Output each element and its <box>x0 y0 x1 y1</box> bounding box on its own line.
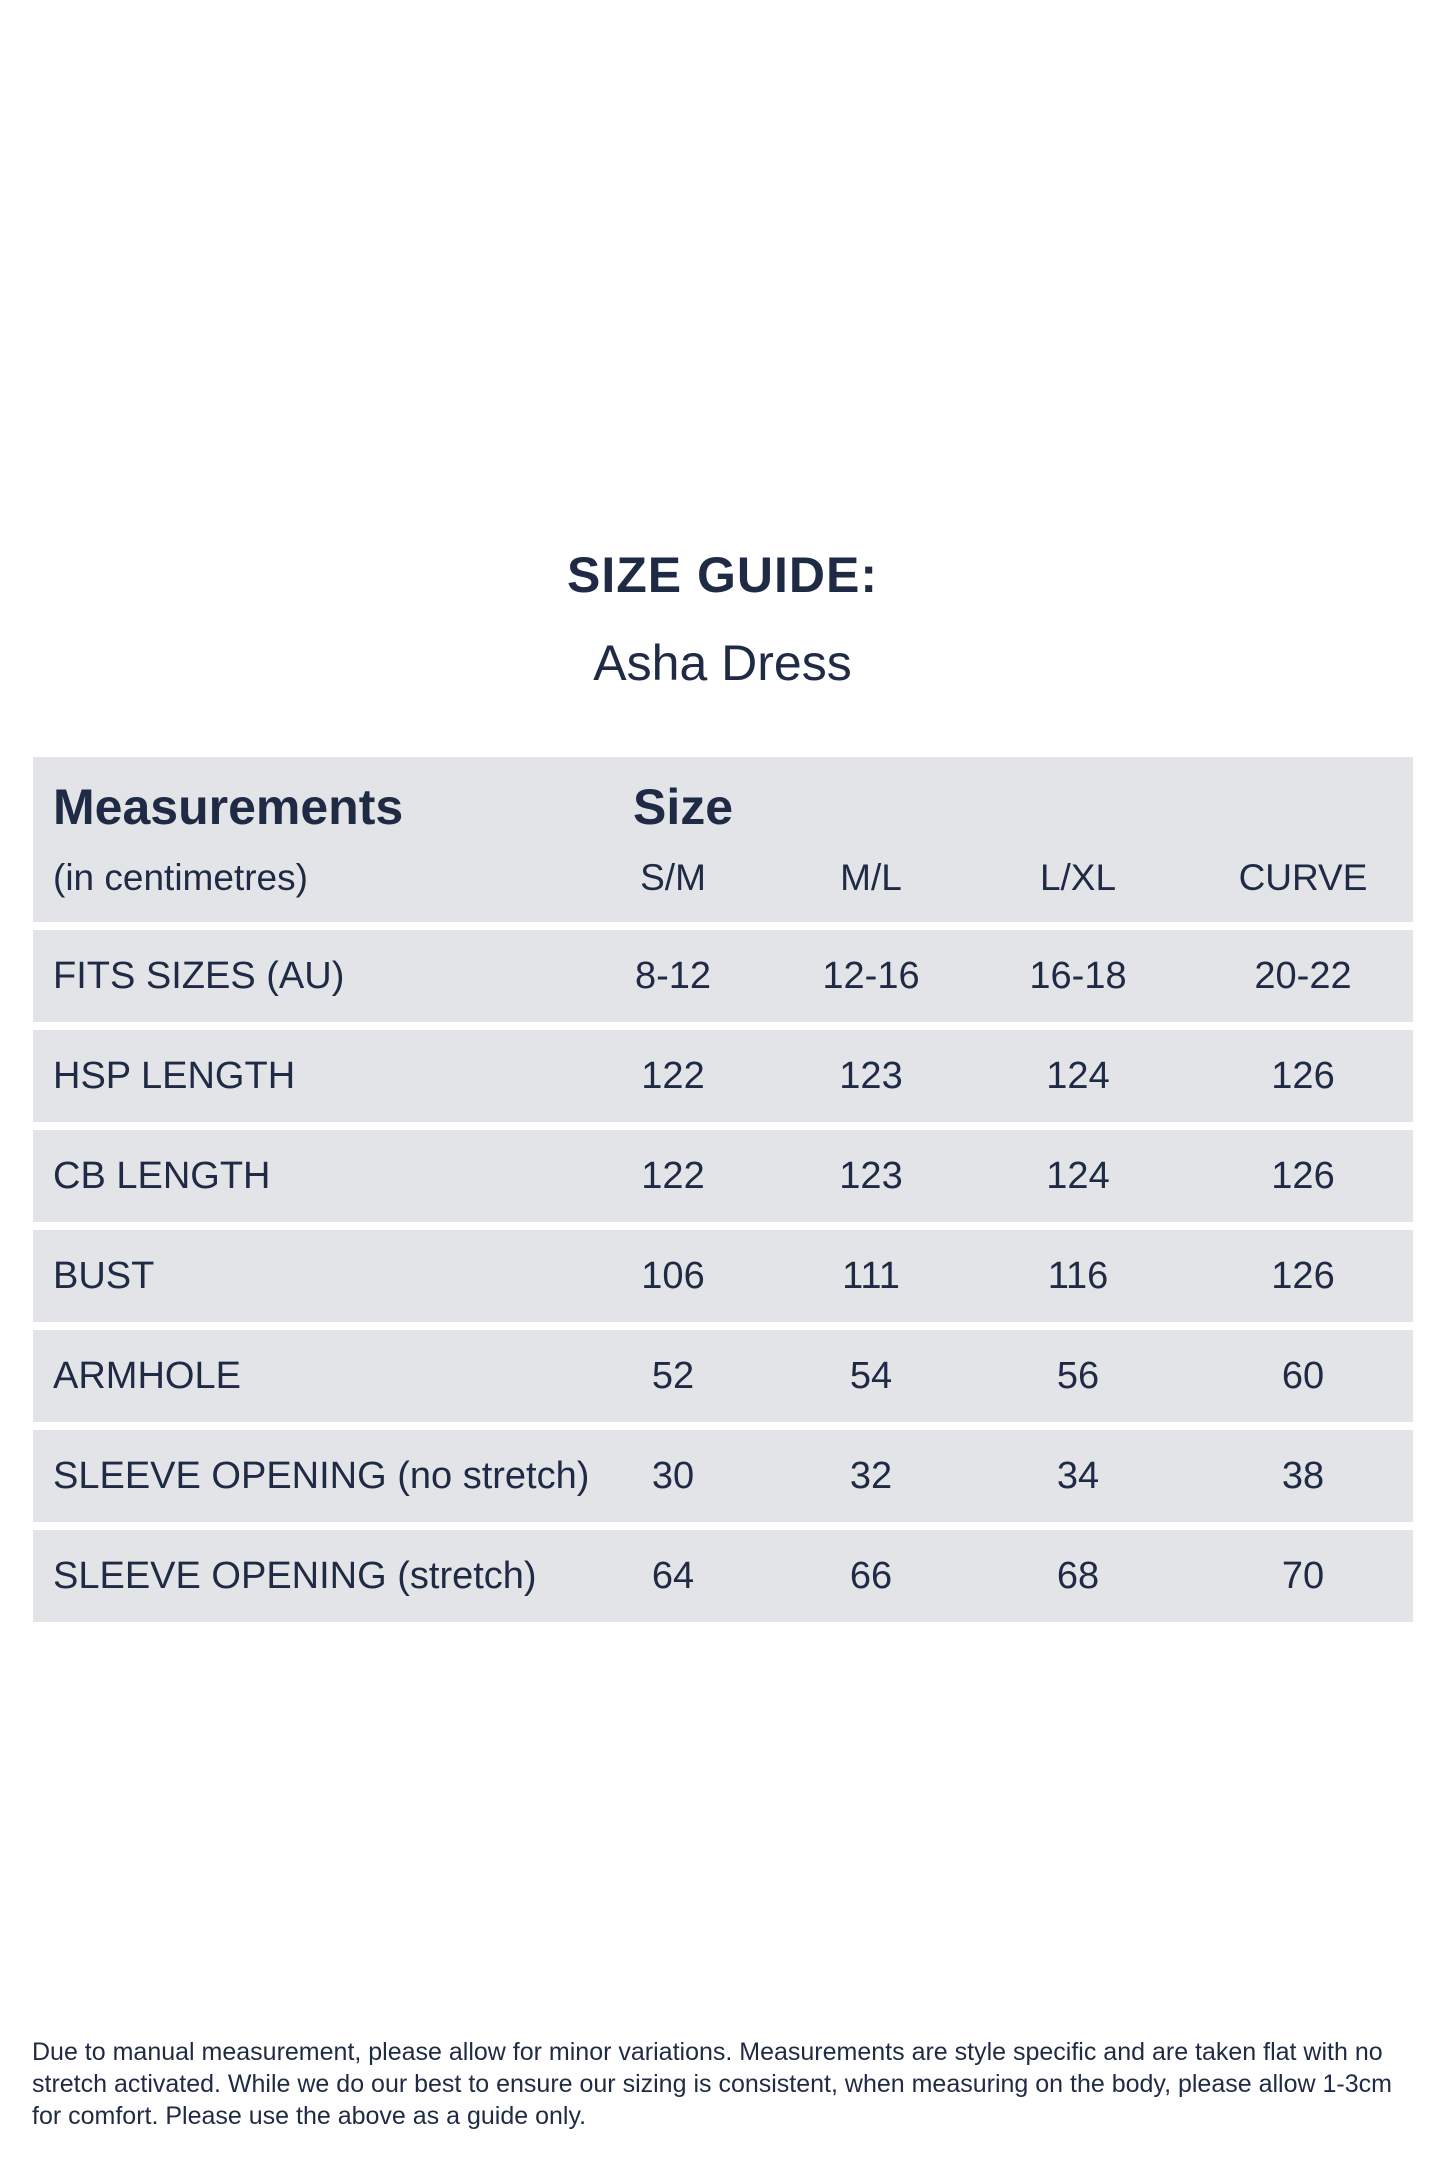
table-cell: 111 <box>842 1255 900 1297</box>
table-cell: 38 <box>1281 1455 1325 1497</box>
page-title: SIZE GUIDE: <box>566 547 879 603</box>
table-cell: 64 <box>651 1555 695 1597</box>
table-cell: 34 <box>1056 1455 1100 1497</box>
size-table <box>33 757 1413 1630</box>
table-cell: 123 <box>839 1155 903 1197</box>
row-label-main: CB LENGTH <box>53 1155 271 1197</box>
table-cell: 122 <box>641 1155 705 1197</box>
row-label <box>53 1230 154 1322</box>
table-row <box>33 1330 1413 1422</box>
table-row <box>33 1030 1413 1122</box>
table-cell: 54 <box>849 1355 893 1397</box>
table-cell: 124 <box>1046 1155 1110 1197</box>
column-header-sm: S/M <box>640 857 706 898</box>
row-label-main: BUST <box>53 1255 155 1297</box>
row-label <box>53 1430 589 1522</box>
table-row <box>33 930 1413 1022</box>
column-header-lxl: L/XL <box>1039 857 1117 898</box>
units-label: (in centimetres) <box>53 857 308 898</box>
table-cell: 106 <box>641 1255 705 1297</box>
row-label-main: FITS SIZES (AU) <box>53 955 345 997</box>
row-label <box>53 930 344 1022</box>
column-header-curve: CURVE <box>1238 857 1368 898</box>
row-label <box>53 1130 270 1222</box>
table-cell: 126 <box>1271 1055 1335 1097</box>
table-cell: 8-12 <box>634 955 712 997</box>
table-cell: 20-22 <box>1254 955 1352 997</box>
table-cell: 60 <box>1281 1355 1325 1397</box>
table-row <box>33 1530 1413 1622</box>
table-cell: 66 <box>849 1555 893 1597</box>
row-label-main: SLEEVE OPENING <box>53 1455 387 1497</box>
measurements-heading: Measurements <box>53 779 404 835</box>
row-label <box>53 1330 241 1422</box>
product-name: Asha Dress <box>593 635 852 691</box>
table-cell: 68 <box>1056 1555 1100 1597</box>
row-label-main: HSP LENGTH <box>53 1055 296 1097</box>
row-label-suffix: (no stretch) <box>386 1455 590 1497</box>
table-cell: 32 <box>849 1455 893 1497</box>
column-header-ml: M/L <box>840 857 902 898</box>
table-cell: 12-16 <box>822 955 920 997</box>
row-label-suffix: (stretch) <box>386 1555 537 1597</box>
table-row <box>33 1430 1413 1522</box>
table-cell: 126 <box>1271 1255 1335 1297</box>
table-row <box>33 1130 1413 1222</box>
table-cell: 124 <box>1046 1055 1110 1097</box>
table-cell: 70 <box>1281 1555 1325 1597</box>
row-label-main: ARMHOLE <box>53 1355 241 1397</box>
table-cell: 56 <box>1056 1355 1100 1397</box>
size-heading: Size <box>633 779 734 835</box>
row-label-main: SLEEVE OPENING <box>53 1555 387 1597</box>
table-cell: 16-18 <box>1029 955 1127 997</box>
table-cell: 126 <box>1271 1155 1335 1197</box>
footnote: Due to manual measurement, please allow for minor variations. Measurements are style specific and are taken flat with no stretch activated. While we do our best to ensure our sizing is consistent, when measuring on the body, please allow 1-3cm for comfort. Please use the above as a guide only. <box>32 2038 1392 2130</box>
row-label <box>53 1530 537 1622</box>
table-header <box>33 757 1413 922</box>
table-cell: 52 <box>651 1355 695 1397</box>
table-cell: 116 <box>1047 1255 1109 1297</box>
table-cell: 30 <box>651 1455 695 1497</box>
row-label <box>53 1030 295 1122</box>
table-cell: 122 <box>641 1055 705 1097</box>
table-cell: 123 <box>839 1055 903 1097</box>
table-row <box>33 1230 1413 1322</box>
